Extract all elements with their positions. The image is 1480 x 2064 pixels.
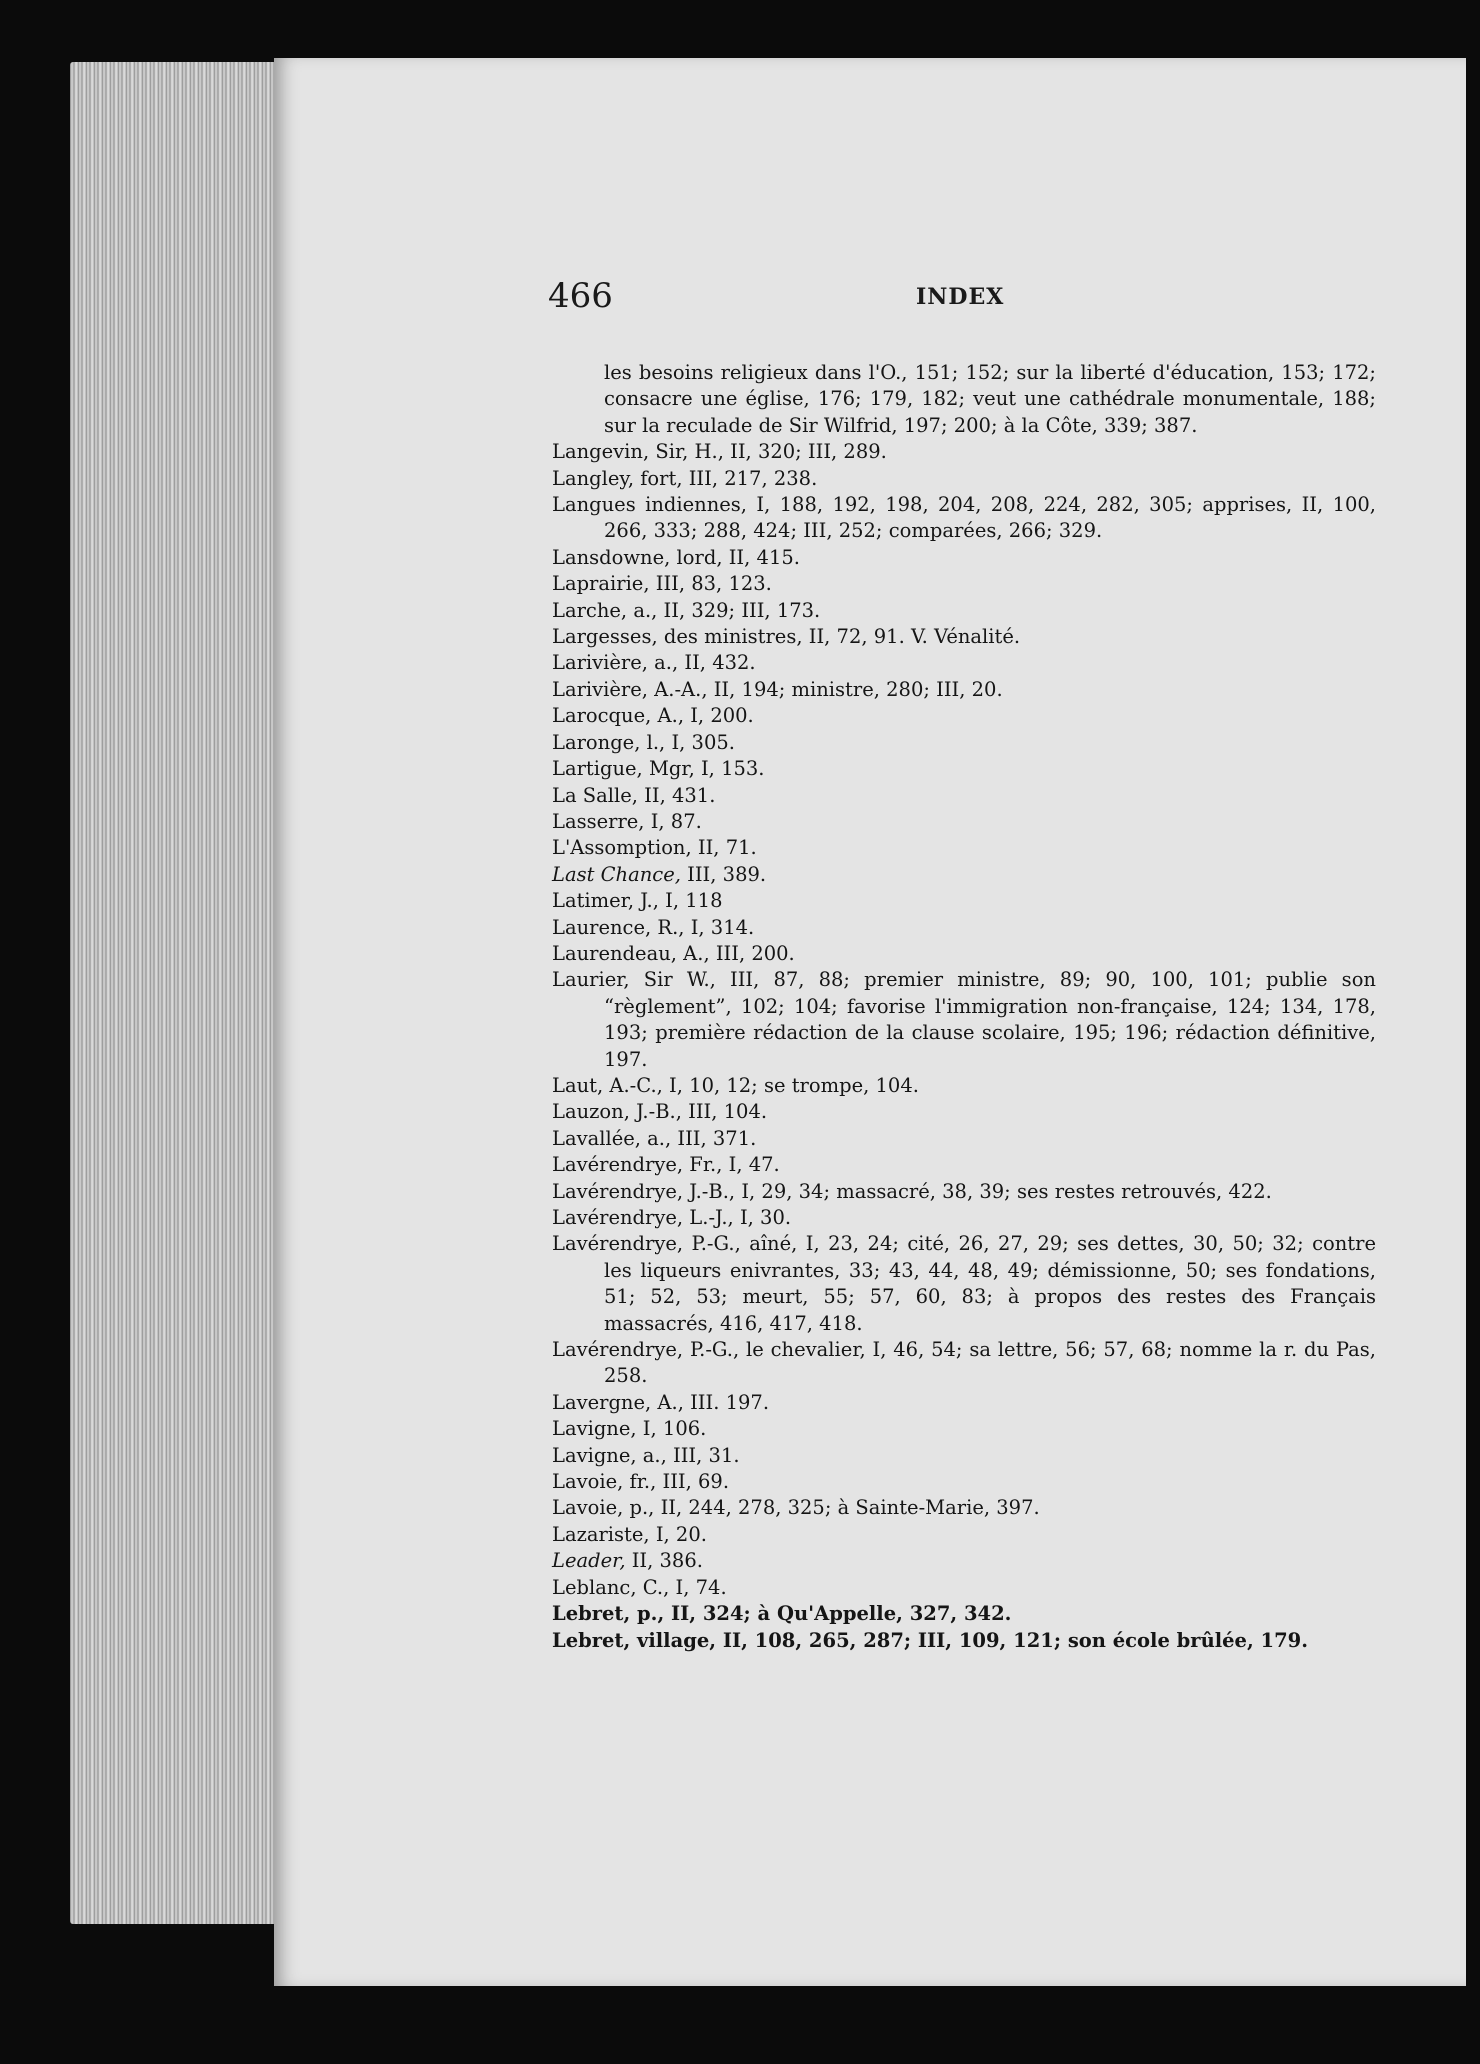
index-entry: Laurier, Sir W., III, 87, 88; premier ministre, 89; 90, 100, 101; publie son “règlement”, 102; 104; favorise l'immigration non-française, 124; 134, 178, 193; première rédaction de la clause scolaire, 195; 196; rédaction définitive, 197.: [552, 968, 1376, 1071]
index-entry: Lavérendrye, P.-G., le chevalier, I, 46, 54; sa lettre, 56; 57, 68; nomme la r. du Pas, 258.: [552, 1338, 1376, 1388]
index-entry: Langevin, Sir, H., II, 320; III, 289.: [552, 440, 887, 464]
index-entry: La Salle, II, 431.: [552, 783, 716, 807]
index-entry: Laurence, R., I, 314.: [552, 915, 755, 939]
index-entry: Lasserre, I, 87.: [552, 809, 702, 833]
index-entry: Lazariste, I, 20.: [552, 1522, 707, 1546]
index-entry: Laut, A.-C., I, 10, 12; se trompe, 104.: [552, 1073, 919, 1097]
index-entry: Lartigue, Mgr, I, 153.: [552, 757, 765, 781]
index-entry: Lavérendrye, J.-B., I, 29, 34; massacré, 38, 39; ses restes retrouvés, 422.: [552, 1179, 1272, 1203]
index-entry: Lavérendrye, P.-G., aîné, I, 23, 24; cité, 26, 27, 29; ses dettes, 30, 50; 32; contre les liqueurs enivrantes, 33; 43, 44, 48, 49; démissionne, 50; ses fondations, 51; 52, 53; meurt, 55; 57, 60, 83; à propos des restes des Français massacrés, 416, 417, 418.: [552, 1232, 1376, 1335]
index-entry: Laronge, l., I, 305.: [552, 730, 735, 754]
index-entry: Lavoie, fr., III, 69.: [552, 1470, 730, 1494]
index-entry: Larivière, a., II, 432.: [552, 651, 756, 675]
index-entry: Leblanc, C., I, 74.: [552, 1575, 727, 1599]
index-entry: Lavergne, A., III. 197.: [552, 1390, 770, 1414]
index-entry: Lebret, p., II, 324; à Qu'Appelle, 327, 342.: [552, 1602, 1012, 1626]
index-entry: Laprairie, III, 83, 123.: [552, 572, 772, 596]
index-entry: Lavigne, I, 106.: [552, 1417, 707, 1441]
index-entry: Lavallée, a., III, 371.: [552, 1126, 757, 1150]
running-head: INDEX: [916, 284, 1005, 310]
index-entry: Lansdowne, lord, II, 415.: [552, 545, 800, 569]
index-entry: Larocque, A., I, 200.: [552, 704, 754, 728]
index-entry-list: [552, 360, 1376, 1654]
index-entry: Lavérendrye, Fr., I, 47.: [552, 1153, 780, 1177]
page-number: 466: [548, 276, 613, 316]
index-entry: Larche, a., II, 329; III, 173.: [552, 598, 821, 622]
index-entry: Langues indiennes, I, 188, 192, 198, 204, 208, 224, 282, 305; apprises, II, 100, 266, 333; 288, 424; III, 252; comparées, 266; 329.: [552, 493, 1376, 543]
index-entry: Lauzon, J.-B., III, 104.: [552, 1100, 768, 1124]
index-entry-continued: les besoins religieux dans l'O., 151; 152; sur la liberté d'éducation, 153; 172; consacre une église, 176; 179, 182; veut une cathédrale monumentale, 188; sur la reculade de Sir Wilfrid, 197; 200; à la Côte, 339; 387.: [604, 361, 1376, 437]
index-entry: Largesses, des ministres, II, 72, 91. V. Vénalité.: [552, 625, 1021, 649]
index-entry: Last Chance, III, 389.: [552, 862, 767, 886]
index-entry: Lebret, village, II, 108, 265, 287; III, 109, 121; son école brûlée, 179.: [552, 1628, 1309, 1652]
index-entry: Lavigne, a., III, 31.: [552, 1443, 740, 1467]
index-entry: Leader, II, 386.: [552, 1549, 703, 1573]
index-entry: Lavoie, p., II, 244, 278, 325; à Sainte-Marie, 397.: [552, 1496, 1040, 1520]
index-entry: Laurendeau, A., III, 200.: [552, 941, 795, 965]
index-entry: Lavérendrye, L.-J., I, 30.: [552, 1206, 792, 1229]
book-page-edges: [70, 62, 290, 1924]
index-entry: Latimer, J., I, 118: [552, 889, 723, 913]
index-entry: L'Assomption, II, 71.: [552, 836, 757, 860]
index-entry: Langley, fort, III, 217, 238.: [552, 466, 818, 490]
index-entry: Larivière, A.-A., II, 194; ministre, 280; III, 20.: [552, 677, 1003, 701]
